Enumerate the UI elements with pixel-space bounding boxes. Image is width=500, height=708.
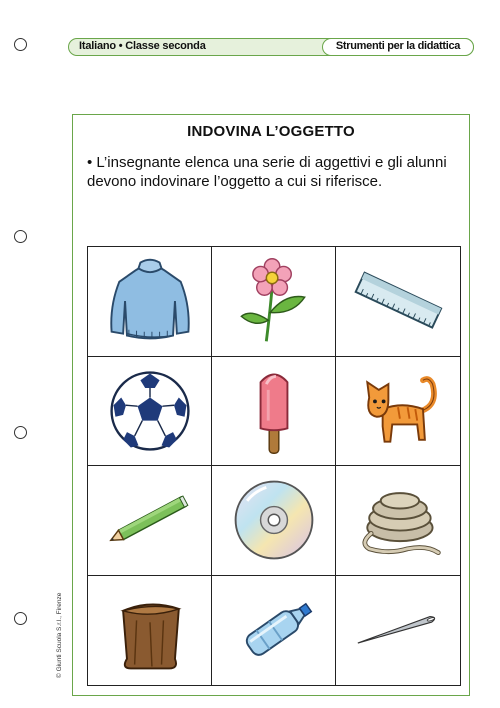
popsicle-icon xyxy=(226,363,322,459)
grid-cell xyxy=(336,466,460,576)
page-title: INDOVINA L’OGGETTO xyxy=(187,123,355,140)
needle-icon xyxy=(350,582,446,678)
grid-cell xyxy=(336,357,460,467)
binder-hole xyxy=(14,38,27,51)
copyright-credit: © Giunti Scuola S.r.l., Firenze xyxy=(56,592,63,678)
grid-cell xyxy=(212,247,336,357)
picture-grid xyxy=(87,246,461,686)
worksheet-card xyxy=(72,114,470,696)
soccer-ball-icon xyxy=(102,363,198,459)
grid-cell xyxy=(336,576,460,686)
flower-icon xyxy=(226,253,322,349)
grid-cell xyxy=(88,576,212,686)
instructions-text: • L’insegnante elenca una serie di aggettivi e gli alunni devono indovinare l’oggetto a cui si riferisce. xyxy=(87,154,447,190)
cat-icon xyxy=(350,363,446,459)
grid-cell xyxy=(88,247,212,357)
grid-cell xyxy=(88,466,212,576)
binder-hole xyxy=(14,230,27,243)
sweater-icon xyxy=(102,253,198,349)
page-header xyxy=(68,38,474,56)
pencil-icon xyxy=(102,472,198,568)
grid-cell xyxy=(336,247,460,357)
grid-cell xyxy=(88,357,212,467)
binder-hole xyxy=(14,426,27,439)
tree-stump-icon xyxy=(102,582,198,678)
binder-hole xyxy=(14,612,27,625)
water-bottle-icon xyxy=(226,582,322,678)
subject-label: Italiano • Classe seconda xyxy=(79,40,206,52)
grid-cell xyxy=(212,466,336,576)
ruler-icon xyxy=(350,253,446,349)
rope-icon xyxy=(350,472,446,568)
grid-cell xyxy=(212,357,336,467)
grid-cell xyxy=(212,576,336,686)
section-label: Strumenti per la didattica xyxy=(322,38,474,56)
cd-icon xyxy=(226,472,322,568)
